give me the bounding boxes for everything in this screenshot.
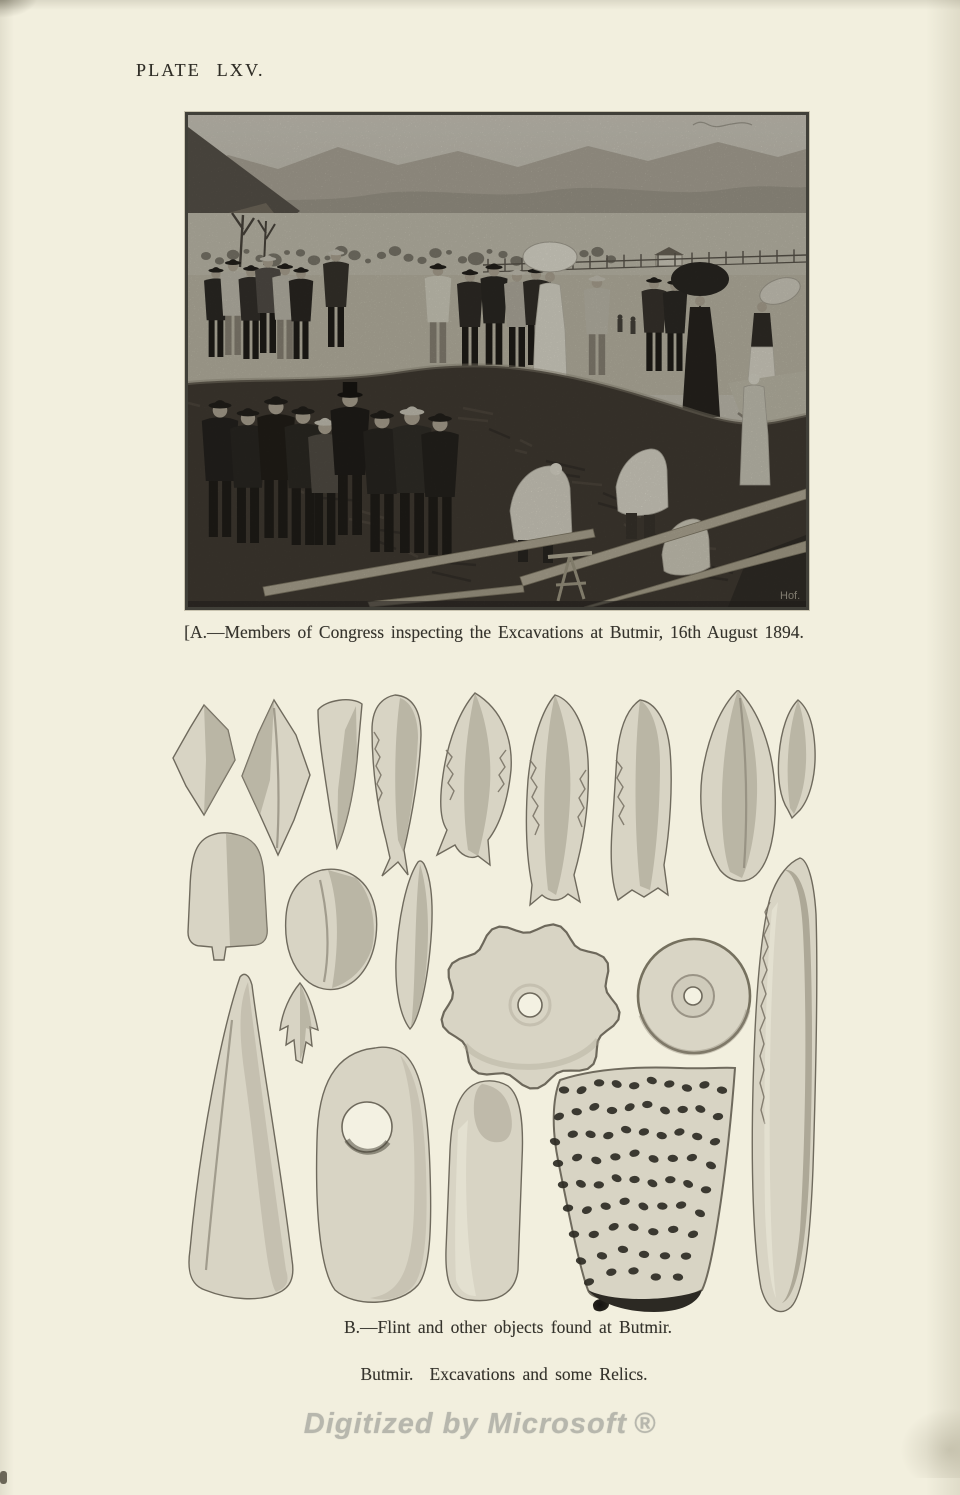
artifact-barbed-serrated-point [437,693,511,865]
artifact-small-lozenge-point [173,705,235,815]
page-edge-shadow-top [0,0,960,10]
artifact-long-flint-blade [752,858,817,1311]
figure-a-photograph [185,112,809,610]
plate-footer-caption: Butmir. Excavations and some Relics. [360,1364,648,1384]
artifact-perforated-stone-axe [317,1047,431,1302]
artifact-serrated-tanged-point [372,695,421,876]
artifact-round-spindle-whorl [638,939,750,1053]
photographer-signature: Hof. [780,590,801,602]
ink-fleck [0,1471,7,1484]
artifact-punctate-decorated-pottery-sherd [549,1068,735,1313]
artifact-leaf-shaped-point [701,690,776,881]
artifact-slender-leaf-blade [396,861,432,1029]
artifact-round-ended-tanged-scraper [188,833,267,960]
plate-label: PLATE LXV. [136,60,265,80]
digitization-watermark: Digitized by Microsoft ® [303,1408,657,1440]
figure-b-illustration [160,690,860,1330]
excavation-photo-art [188,115,806,607]
artifact-small-stemmed-arrowhead [280,983,318,1063]
page-edge-shadow-left [0,0,14,1495]
scan-smudge [0,0,38,18]
page-edge-shadow-right [926,0,960,1495]
photo-grain [188,115,806,607]
artifact-large-lozenge-point [242,700,310,855]
artifact-tapered-stone-celt [189,974,293,1298]
artifact-broad-oval-flake [286,869,377,989]
artifact-serrated-blade-point [611,700,671,900]
figure-b-caption: B.—Flint and other objects found at Butmir. [343,1317,673,1337]
artifact-triangular-flake-blade [318,700,362,848]
figure-a-caption: [A.—Members of Congress inspecting the Excavations at Butmir, 16th August 1894. [184,622,804,642]
artifact-small-leaf-point [778,700,815,818]
artifact-polished-stone-celt [446,1081,523,1301]
artifact-scalloped-spindle-whorl [442,924,620,1088]
artifact-long-serrated-point [526,695,588,905]
